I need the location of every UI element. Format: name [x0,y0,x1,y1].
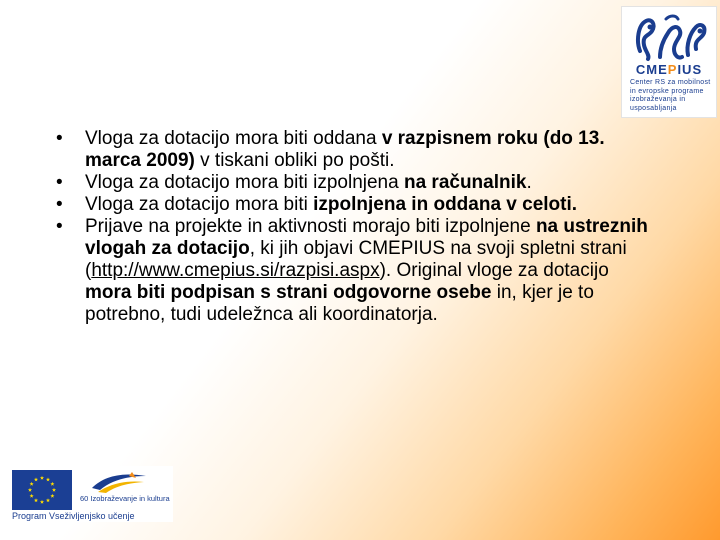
text-segment: . [526,172,532,193]
program-label: Program Vseživljenjsko učenje [12,511,135,521]
tagline-line: Center RS za mobilnost [630,79,711,86]
llp-caption: 60 Izobraževanje in kultura [80,494,170,503]
bold-text: izpolnjena in oddana v celoti. [313,194,578,215]
tagline-line: izobraževanja in [630,96,686,104]
url-link[interactable]: http://www.cmepius.si/razpisi.aspx [91,260,380,281]
cmepius-name-part: P [667,62,678,77]
bullet-item [56,172,656,194]
bullet-dot: • [56,216,63,237]
cmepius-name [622,62,716,77]
cmepius-logo-icon [630,11,710,63]
bullet-dot: • [56,194,63,215]
tagline-line: usposabljanja [630,104,677,112]
bullet-item [56,194,656,216]
bullet-list [56,128,656,326]
text-segment: in, kjer je to potrebno, tudi udeležnca ali koordinatorja. [85,282,594,325]
cmepius-logo [621,6,717,118]
cmepius-tagline [630,79,712,113]
bold-text: na ustreznih vlogah za dotacijo [85,216,648,259]
bullet-item [56,216,656,326]
bold-text: na računalnik [403,172,527,193]
bullet-item [56,128,656,172]
text-segment: Vloga za dotacijo mora biti izpolnjena [85,172,404,193]
bullet-dot: • [56,172,63,193]
cmepius-name-part: IUS [677,62,703,77]
cmepius-name-part: CME [635,62,668,77]
text-segment: , ki jih objavi CMEPIUS na svoji spletni strani ( [85,238,627,281]
text-segment: ). Original vloge za dotacijo [379,260,609,281]
text-segment: v tiskani obliki po pošti. [194,150,395,171]
text-segment: Prijave na projekte in aktivnosti morajo biti izpolnjene [85,216,536,237]
text-segment: Vloga za dotacijo mora biti [85,194,314,215]
bold-text: v razpisnem roku (do 13. marca 2009) [85,128,605,171]
tagline-line: in evropske programe [630,87,704,95]
text-segment: Vloga za dotacijo mora biti oddana [85,128,382,149]
bold-text: mora biti podpisan s strani odgovorne osebe [85,282,492,303]
bullet-dot: • [56,128,63,149]
eu-program-logo [6,466,173,522]
eu-flag-icon [12,470,72,510]
llp-swoosh-icon [88,470,150,494]
